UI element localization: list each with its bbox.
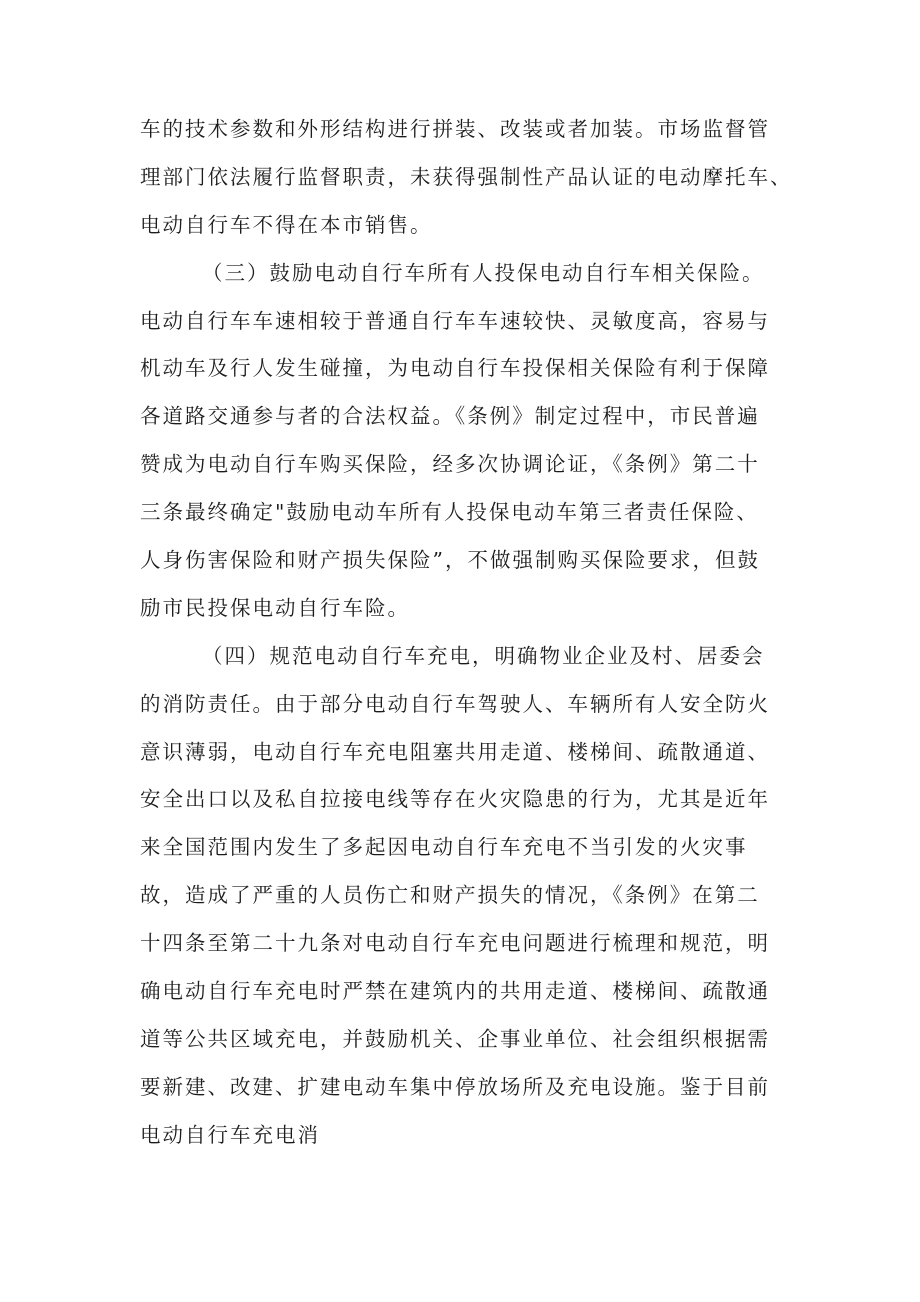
text-line: 故，造成了严重的人员伤亡和财产损失的情况，《条例》在第二: [140, 883, 760, 908]
text-line: 确电动自行车充电时严禁在建筑内的共用走道、楼梯间、疏散通: [140, 979, 770, 1004]
body-text: [140, 106, 800, 1160]
text-line: 电动自行车不得在本市销售。: [140, 212, 433, 237]
text-line: 电动自行车充电消: [140, 1122, 320, 1147]
text-line: 的消防责任。由于部分电动自行车驾驶人、车辆所有人安全防火: [140, 691, 770, 716]
text-line: 赞成为电动自行车购买保险，经多次协调论证，《条例》第二十: [140, 452, 760, 477]
text-line: 电动自行车车速相较于普通自行车车速较快、灵敏度高，容易与: [140, 308, 770, 333]
text-line: 机动车及行人发生碰撞，为电动自行车投保相关保险有利于保障: [140, 356, 770, 381]
text-line: 十四条至第二十九条对电动自行车充电问题进行梳理和规范，明: [140, 931, 770, 956]
text-line: 意识薄弱，电动自行车充电阻塞共用走道、楼梯间、疏散通道、: [140, 739, 770, 764]
text-line: 励市民投保电动自行车险。: [140, 595, 410, 620]
text-line: 来全国范围内发生了多起因电动自行车充电不当引发的火灾事: [140, 835, 748, 860]
text-line: 安全出口以及私自拉接电线等存在火灾隐患的行为，尤其是近年: [140, 787, 770, 812]
text-line: 人身伤害保险和财产损失保险”，不做强制购买保险要求，但鼓: [140, 548, 760, 573]
text-line: 三条最终确定"鼓励电动车所有人投保电动车第三者责任保险、: [140, 500, 759, 525]
text-line: 理部门依法履行监督职责，未获得强制性产品认证的电动摩托车、: [140, 164, 793, 189]
text-line: 要新建、改建、扩建电动车集中停放场所及充电设施。鉴于目前: [140, 1074, 770, 1099]
text-line: 各道路交通参与者的合法权益。《条例》制定过程中，市民普遍: [140, 404, 760, 429]
text-line: 道等公共区域充电，并鼓励机关、企事业单位、社会组织根据需: [140, 1026, 770, 1051]
text-line: 车的技术参数和外形结构进行拼装、改装或者加装。市场监督管: [140, 117, 770, 141]
section-heading-three: （三）鼓励电动自行车所有人投保电动自行车相关保险。: [202, 260, 765, 285]
section-heading-four: （四）规范电动自行车充电，明确物业企业及村、居委会: [202, 643, 765, 668]
